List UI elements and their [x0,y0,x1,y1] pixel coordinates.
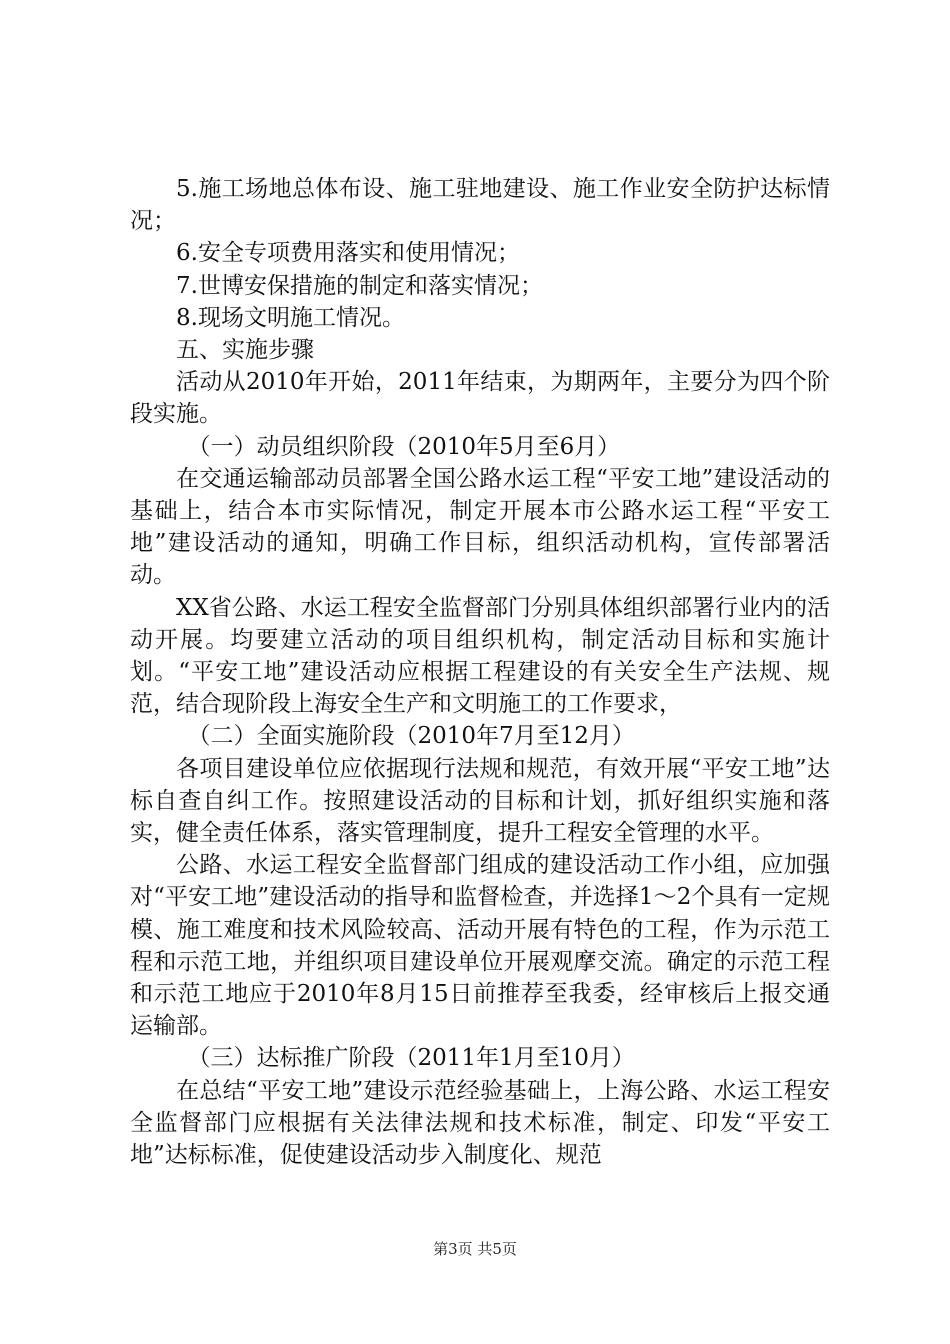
list-item: 5.施工场地总体布设、施工驻地建设、施工作业安全防护达标情况； [130,176,830,235]
document-body [130,173,830,1171]
list-item: 7.世博安保措施的制定和落实情况； [176,272,543,299]
paragraph: 各项目建设单位应依据现行法规和规范，有效开展“平安工地”达标自查自纠工作。按照建设活动的目标和计划，抓好组织实施和落实，健全责任体系，落实管理制度，提升工程安全管理的水平。 [130,755,830,847]
list-item: 6.安全专项费用落实和使用情况； [176,240,520,267]
section-heading: 五、实施步骤 [176,337,314,364]
paragraph: 活动从2010年开始，2011年结束，为期两年，主要分为四个阶段实施。 [130,369,830,428]
paragraph: 公路、水运工程安全监督部门组成的建设活动工作小组，应加强对“平安工地”建设活动的指导和监督检查，并选择1～2个具有一定规模、施工难度和技术风险较高、活动开展有特色的工程，作为示范工程和示范工地，并组织项目建设单位开展观摩交流。确定的示范工程和示范工地应于2010年8月15日前推荐至我委，经审核后上报交通运输部。 [130,852,830,1040]
paragraph: XX省公路、水运工程安全监督部门分别具体组织部署行业内的活动开展。均要建立活动的项目组织机构，制定活动目标和实施计划。“平安工地”建设活动应根据工程建设的有关安全生产法规、规范，结合现阶段上海安全生产和文明施工的工作要求， [130,594,830,718]
subsection-heading: （三）达标推广阶段（2011年1月至10月） [187,1045,635,1072]
paragraph: 在交通运输部动员部署全国公路水运工程“平安工地”建设活动的基础上，结合本市实际情况，制定开展本市公路水运工程“平安工地”建设活动的通知，明确工作目标，组织活动机构，宣传部署活动。 [130,465,830,589]
list-item: 8.现场文明施工情况。 [176,304,405,331]
paragraph: 在总结“平安工地”建设示范经验基础上，上海公路、水运工程安全监督部门应根据有关法律法规和技术标准，制定、印发“平安工地”达标标准，促使建设活动步入制度化、规范 [130,1077,830,1169]
subsection-heading: （二）全面实施阶段（2010年7月至12月） [187,723,635,750]
subsection-heading: （一）动员组织阶段（2010年5月至6月） [187,433,621,460]
page-number-footer: 第3页 共5页 [433,1240,517,1258]
